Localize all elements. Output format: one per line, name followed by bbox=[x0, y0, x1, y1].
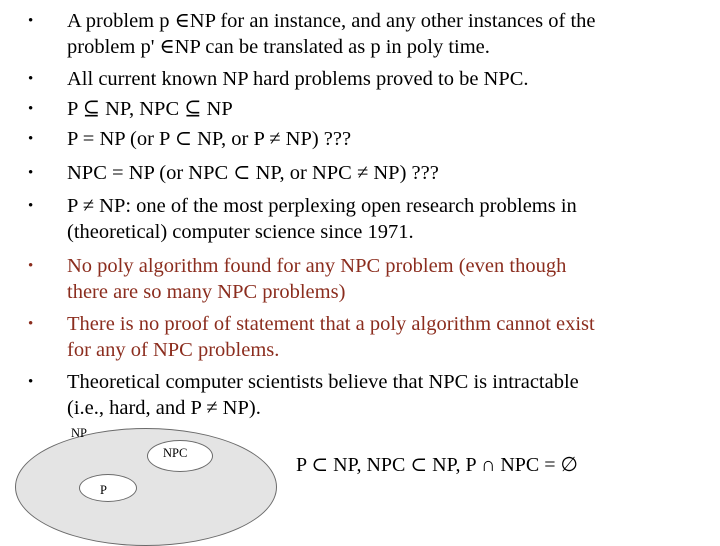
p-set-ellipse bbox=[79, 474, 137, 502]
bullet-line: There is no proof of statement that a poly algorithm cannot exist bbox=[67, 313, 595, 335]
bullet-line: No poly algorithm found for any NPC problem (even though bbox=[67, 255, 567, 277]
bullet-line: P = NP (or P ⊂ NP, or P ≠ NP) ??? bbox=[67, 128, 352, 150]
bullet-line: (i.e., hard, and P ≠ NP). bbox=[67, 397, 261, 419]
bullet-line: P ≠ NP: one of the most perplexing open research problems in bbox=[67, 195, 577, 217]
bullet-marker: • bbox=[28, 131, 34, 147]
p-label: P bbox=[100, 483, 107, 497]
bullet-line: (theoretical) computer science since 1971. bbox=[67, 221, 414, 243]
bullet-text bbox=[67, 160, 707, 186]
bullet-text bbox=[67, 8, 707, 60]
bullet-text bbox=[67, 253, 707, 305]
bullet-marker: • bbox=[28, 374, 34, 390]
bullet-line: NPC = NP (or NPC ⊂ NP, or NPC ≠ NP) ??? bbox=[67, 162, 439, 184]
set-relation-statement: P ⊂ NP, NPC ⊂ NP, P ∩ NPC = ∅ bbox=[296, 454, 578, 476]
bullet-line: problem p' ∈NP can be translated as p in poly time. bbox=[67, 36, 490, 58]
bullet-marker: • bbox=[28, 13, 34, 29]
bullet-text bbox=[67, 126, 707, 152]
np-set-ellipse bbox=[15, 428, 277, 546]
bullet-marker: • bbox=[28, 165, 34, 181]
bullet-line: Theoretical computer scientists believe that NPC is intractable bbox=[67, 371, 579, 393]
bullet-line: there are so many NPC problems) bbox=[67, 281, 346, 303]
bullet-text bbox=[67, 311, 707, 363]
bullet-line: for any of NPC problems. bbox=[67, 339, 280, 361]
bullet-text bbox=[67, 96, 707, 122]
npc-label: NPC bbox=[163, 446, 188, 460]
bullet-marker: • bbox=[28, 198, 34, 214]
bullet-text bbox=[67, 193, 707, 245]
bullet-marker: • bbox=[28, 101, 34, 117]
venn-diagram bbox=[0, 412, 720, 540]
bullet-text bbox=[67, 66, 707, 92]
bullet-marker: • bbox=[28, 316, 34, 332]
bullet-marker: • bbox=[28, 258, 34, 274]
bullet-marker: • bbox=[28, 71, 34, 87]
np-label: NP bbox=[71, 426, 87, 440]
bullet-line: P ⊆ NP, NPC ⊆ NP bbox=[67, 98, 233, 120]
bullet-line: All current known NP hard problems proved to be NPC. bbox=[67, 68, 529, 90]
bullet-line: A problem p ∈NP for an instance, and any other instances of the bbox=[67, 10, 596, 32]
